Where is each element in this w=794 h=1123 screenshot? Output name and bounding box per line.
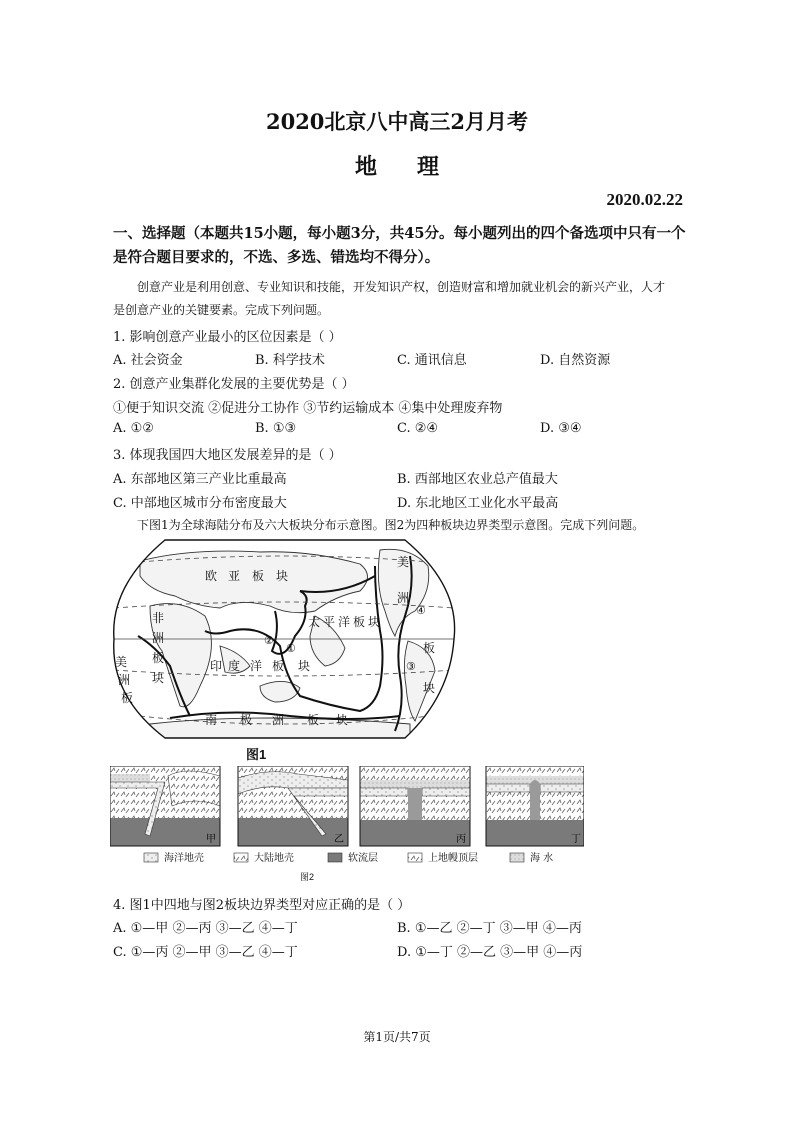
intro-paragraph-line1: 创意产业是利用创意、专业知识和技能，开发知识产权，创造财富和增加就业机会的新兴产业，人才	[137, 280, 666, 294]
question-4-stem: 4. 图1中四地与图2板块边界类型对应正确的是（ ）	[113, 898, 411, 913]
label-american-west-2: 洲	[118, 673, 131, 687]
q1-option-d: D. 自然资源	[540, 353, 611, 368]
label-pacific-1: 太	[308, 615, 321, 629]
panel-label-ding: 丁	[571, 834, 581, 845]
q3-option-b: B. 西部地区农业总产值最大	[397, 472, 558, 487]
q4-option-a: A. ①—甲 ②—丙 ③—乙 ④—丁	[113, 921, 298, 936]
label-pacific-5: 块	[368, 615, 381, 629]
panel-label-yi: 乙	[334, 834, 344, 845]
marker-4: ④	[416, 604, 426, 617]
panel-label-bing: 丙	[456, 834, 466, 845]
label-african-3: 板	[152, 651, 165, 665]
q1-option-c: C. 通讯信息	[397, 353, 467, 368]
label-eurasia-3: 板	[252, 569, 265, 583]
label-african-2: 洲	[152, 631, 165, 645]
q4-option-b: B. ①—乙 ②—丁 ③—甲 ④—丙	[397, 921, 582, 936]
label-american-1: 美	[397, 555, 410, 569]
label-indian-5: 块	[298, 659, 311, 673]
exam-date: 2020.02.22	[606, 190, 683, 209]
label-african-1: 非	[152, 611, 165, 625]
marker-3: ③	[406, 660, 416, 673]
figure-2-caption: 图2	[300, 872, 315, 882]
world-plate-map	[110, 536, 460, 742]
panel-yi	[238, 766, 348, 846]
panel-label-jia: 甲	[206, 834, 216, 845]
q2-option-a: A. ①②	[113, 421, 154, 436]
q4-option-c: C. ①—丙 ②—甲 ③—乙 ④—丁	[113, 945, 298, 960]
label-indian-4: 板	[272, 659, 285, 673]
figure-intro: 下图1为全球海陆分布及六大板块分布示意图。图2为四种板块边界类型示意图。完成下列问题。	[137, 518, 645, 532]
figure-1-caption: 图1	[246, 747, 267, 762]
label-antarctic-5: 块	[336, 713, 349, 727]
label-antarctic-3: 洲	[272, 713, 285, 727]
label-american-3: 板	[423, 641, 436, 655]
panel-jia	[110, 766, 220, 846]
plate-boundary-figure	[110, 766, 584, 868]
q2-option-d: D. ③④	[540, 421, 582, 436]
legend-continental-crust: 大陆地壳	[254, 853, 294, 864]
question-3-stem: 3. 体现我国四大地区发展差异的是（ ）	[113, 448, 342, 463]
label-pacific-3: 洋	[338, 615, 351, 629]
label-african-4: 块	[152, 671, 165, 685]
section-heading-line1: 一、选择题（本题共15小题，每小题3分，共45分。每小题列出的四个备选项中只有一个	[113, 225, 686, 242]
marker-1: ①	[286, 642, 296, 655]
label-eurasia-4: 块	[276, 569, 289, 583]
panel-ding	[486, 766, 584, 846]
q2-option-b: B. ①③	[255, 421, 297, 436]
legend-seawater: 海 水	[530, 853, 554, 864]
question-1-stem: 1. 影响创意产业最小的区位因素是（ ）	[113, 330, 342, 345]
legend-asthenosphere: 软流层	[348, 853, 378, 864]
label-eurasia-1: 欧	[205, 569, 218, 583]
q4-option-d: D. ①—丁 ②—乙 ③—甲 ④—丙	[397, 945, 583, 960]
label-american-4: 块	[423, 681, 436, 695]
label-indian-2: 度	[228, 659, 241, 673]
legend-oceanic-crust: 海洋地壳	[164, 853, 204, 864]
q3-option-d: D. 东北地区工业化水平最高	[397, 496, 559, 511]
label-eurasia-2: 亚	[228, 569, 241, 583]
label-antarctic-1: 南	[205, 713, 218, 727]
question-2-stem: 2. 创意产业集群化发展的主要优势是（ ）	[113, 377, 355, 392]
label-indian-1: 印	[210, 659, 223, 673]
q2-option-c: C. ②④	[397, 421, 439, 436]
label-indian-3: 洋	[250, 659, 263, 673]
q3-option-c: C. 中部地区城市分布密度最大	[113, 496, 287, 511]
panel-bing	[360, 766, 470, 846]
intro-paragraph-line2: 是创意产业的关键要素。完成下列问题。	[113, 303, 330, 317]
section-heading-line2: 是符合题目要求的，不选、多选、错选均不得分）。	[113, 249, 440, 266]
label-pacific-4: 板	[353, 615, 366, 629]
question-2-items: ①便于知识交流 ②促进分工协作 ③节约运输成本 ④集中处理废弃物	[113, 401, 503, 416]
label-pacific-2: 平	[323, 615, 336, 629]
page-title: 2020北京八中高三2月月考	[265, 109, 529, 134]
marker-2: ②	[264, 634, 274, 647]
subject-title: 地理	[354, 154, 479, 180]
label-antarctic-2: 极	[240, 713, 253, 727]
q1-option-a: A. 社会资金	[113, 353, 183, 368]
q1-option-b: B. 科学技术	[255, 353, 325, 368]
page-footer: 第1页/共7页	[363, 1030, 431, 1044]
q3-option-a: A. 东部地区第三产业比重最高	[113, 472, 287, 487]
label-antarctic-4: 板	[307, 713, 320, 727]
label-american-2: 洲	[397, 591, 410, 605]
legend-upper-mantle: 上地幔顶层	[428, 853, 478, 864]
label-american-west-1: 美	[115, 655, 128, 669]
label-american-west-3: 板	[121, 691, 134, 705]
